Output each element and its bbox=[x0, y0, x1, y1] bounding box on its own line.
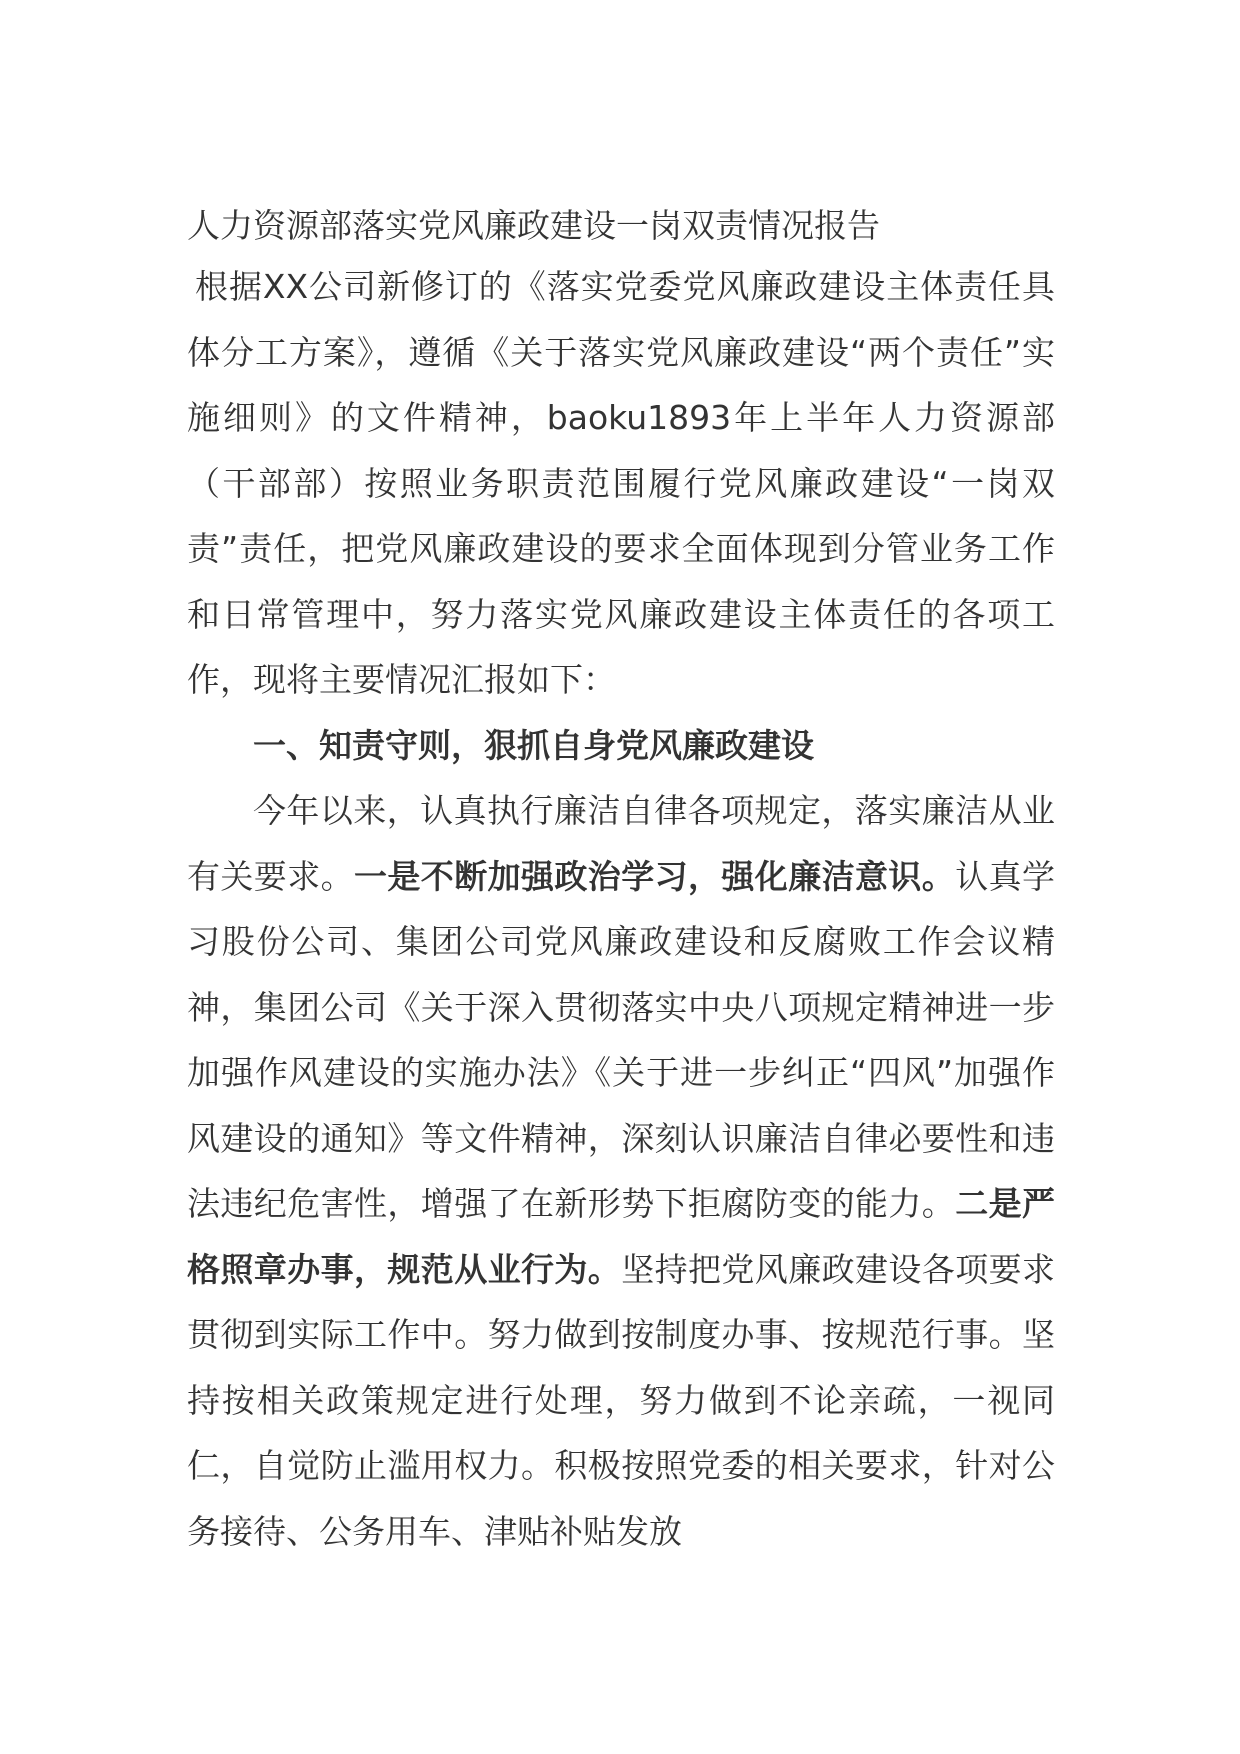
point-two-text: 坚持把党风廉政建设各项要求贯彻到实际工作中。努力做到按制度办事、按规范行事。坚持按相关政策规定进行处理，努力做到不论亲疏，一视同仁，自觉防止滥用权力。积极按照党委的相关要求，针对公务接待、公务用车、津贴补贴发放 bbox=[187, 1249, 1056, 1551]
point-one-bold: 一是不断加强政治学习，强化廉洁意识。 bbox=[354, 856, 956, 896]
section-paragraph-lead: 今年以来，认真执行廉洁自律各项规定，落实廉洁从业有关要求。 bbox=[187, 791, 1055, 896]
intro-paragraph: 根据XX公司新修订的《落实党委党风廉政建设主体责任具体分工方案》，遵循《关于落实党风廉政建设“两个责任”实施细则》的文件精神，baoku1893年上半年人力资源部（干部部）按照业务职责范围履行党风廉政建设“一岗双责”责任，把党风廉政建设的要求全面体现到分管业务工作和日常管理中，努力落实党风廉政建设主体责任的各项工作，现将主要情况汇报如下： bbox=[187, 267, 1055, 699]
point-one-text: 认真学习股份公司、集团公司党风廉政建设和反腐败工作会议精神，集团公司《关于深入贯彻落实中央八项规定精神进一步加强作风建设的实施办法》《关于进一步纠正“四风”加强作风建设的通知》等文件精神，深刻认识廉洁自律必要性和违法违纪危害性，增强了在新形势下拒腐防变的能力。 bbox=[187, 856, 1056, 1223]
document-body bbox=[187, 254, 1055, 1564]
section-paragraph bbox=[187, 778, 1055, 1564]
document-title: 人力资源部落实党风廉政建设一岗双责情况报告 bbox=[187, 206, 880, 245]
section-heading: 一、知责守则，狠抓自身党风廉政建设 bbox=[253, 725, 814, 765]
point-two-bold: 二是严格照章办事，规范从业行为。 bbox=[187, 1184, 1056, 1289]
